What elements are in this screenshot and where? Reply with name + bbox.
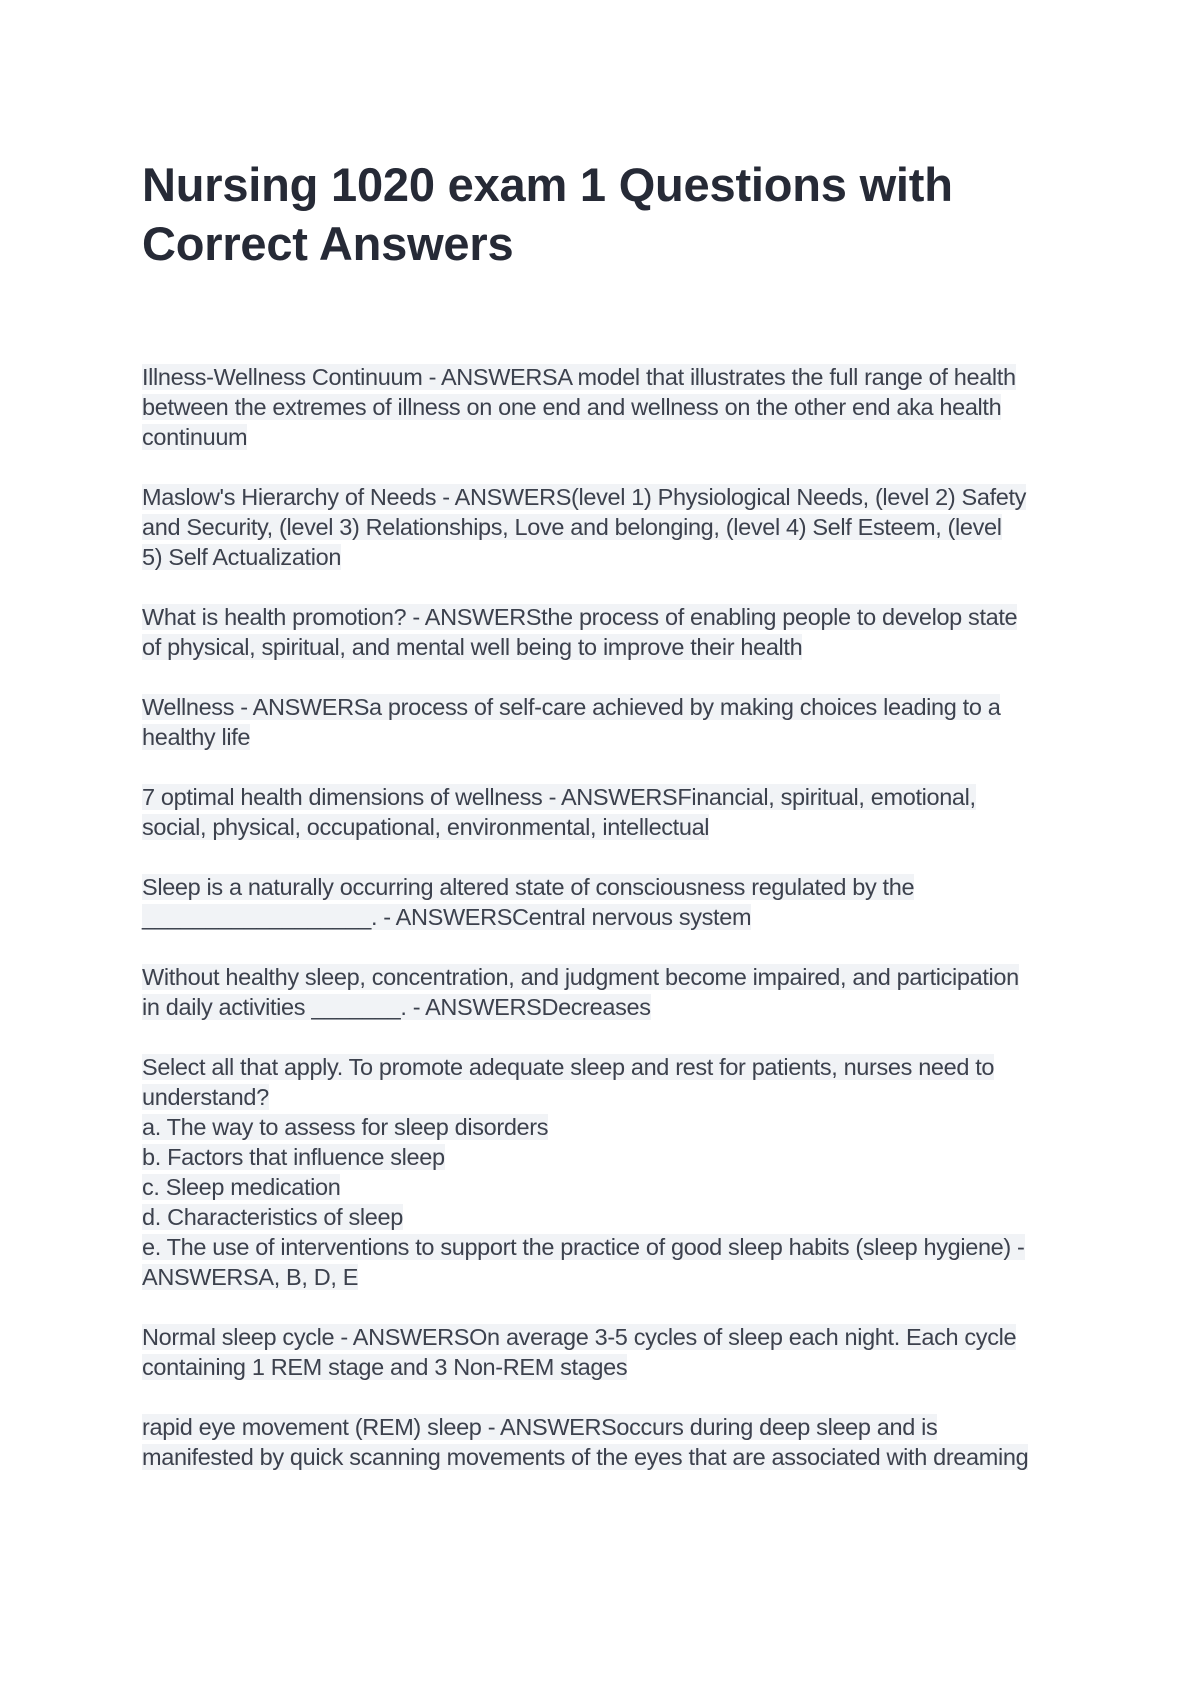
qa-line — [142, 542, 1082, 572]
title-line: Nursing 1020 exam 1 Questions with — [142, 158, 953, 211]
document-title — [142, 155, 1082, 273]
qa-line-text: containing 1 REM stage and 3 Non-REM stages — [142, 1354, 628, 1380]
qa-item — [142, 482, 1082, 572]
qa-line — [142, 722, 1082, 752]
qa-item — [142, 362, 1082, 452]
title-line: Correct Answers — [142, 217, 514, 270]
qa-line-text: d. Characteristics of sleep — [142, 1204, 403, 1230]
qa-line-text: healthy life — [142, 724, 251, 750]
qa-line — [142, 1142, 1082, 1172]
qa-line-text: b. Factors that influence sleep — [142, 1144, 445, 1170]
qa-line-text: Sleep is a naturally occurring altered state of consciousness regulated by the — [142, 874, 915, 900]
qa-line — [142, 782, 1082, 812]
qa-line — [142, 992, 1082, 1022]
qa-list — [142, 362, 1082, 1472]
qa-line — [142, 1232, 1082, 1262]
qa-line-text: What is health promotion? - ANSWERSthe process of enabling people to develop state — [142, 604, 1018, 630]
qa-line — [142, 1082, 1082, 1112]
qa-item — [142, 872, 1082, 932]
qa-item — [142, 1412, 1082, 1472]
qa-line — [142, 392, 1082, 422]
qa-line — [142, 1172, 1082, 1202]
qa-line-text: 5) Self Actualization — [142, 544, 342, 570]
qa-item — [142, 602, 1082, 662]
qa-line-text: e. The use of interventions to support the practice of good sleep habits (sleep hygiene) - — [142, 1234, 1025, 1260]
document-page — [142, 155, 1082, 1502]
qa-line — [142, 812, 1082, 842]
qa-line-text: understand? — [142, 1084, 269, 1110]
qa-line — [142, 1112, 1082, 1142]
qa-line-text: Maslow's Hierarchy of Needs - ANSWERS(level 1) Physiological Needs, (level 2) Safety — [142, 484, 1027, 510]
qa-line — [142, 962, 1082, 992]
qa-line-text: a. The way to assess for sleep disorders — [142, 1114, 549, 1140]
qa-line — [142, 1442, 1082, 1472]
qa-line-text: Select all that apply. To promote adequate sleep and rest for patients, nurses need to — [142, 1054, 995, 1080]
qa-line-text: __________________. - ANSWERSCentral nervous system — [142, 904, 752, 930]
qa-line — [142, 902, 1082, 932]
qa-line — [142, 1412, 1082, 1442]
qa-line-text: c. Sleep medication — [142, 1174, 341, 1200]
qa-line — [142, 692, 1082, 722]
qa-line-text: Wellness - ANSWERSa process of self-care achieved by making choices leading to a — [142, 694, 1001, 720]
qa-line-text: ANSWERSA, B, D, E — [142, 1264, 359, 1290]
qa-line — [142, 512, 1082, 542]
qa-line-text: Illness-Wellness Continuum - ANSWERSA model that illustrates the full range of health — [142, 364, 1016, 390]
qa-line — [142, 1052, 1082, 1082]
qa-line-text: Normal sleep cycle - ANSWERSOn average 3-5 cycles of sleep each night. Each cycle — [142, 1324, 1017, 1350]
qa-line-text: continuum — [142, 424, 248, 450]
qa-line-text: between the extremes of illness on one end and wellness on the other end aka health — [142, 394, 1002, 420]
qa-line — [142, 422, 1082, 452]
qa-item — [142, 1052, 1082, 1292]
qa-line-text: in daily activities _______. - ANSWERSDecreases — [142, 994, 651, 1020]
qa-item — [142, 1322, 1082, 1382]
qa-line — [142, 602, 1082, 632]
qa-line-text: social, physical, occupational, environmental, intellectual — [142, 814, 710, 840]
qa-line — [142, 1352, 1082, 1382]
qa-item — [142, 962, 1082, 1022]
qa-line-text: 7 optimal health dimensions of wellness - ANSWERSFinancial, spiritual, emotional, — [142, 784, 976, 810]
qa-line — [142, 362, 1082, 392]
qa-line — [142, 632, 1082, 662]
qa-line-text: manifested by quick scanning movements of the eyes that are associated with dreaming — [142, 1444, 1029, 1470]
qa-line — [142, 1202, 1082, 1232]
qa-line — [142, 872, 1082, 902]
qa-line-text: rapid eye movement (REM) sleep - ANSWERSoccurs during deep sleep and is — [142, 1414, 938, 1440]
qa-item — [142, 692, 1082, 752]
qa-line — [142, 482, 1082, 512]
qa-line — [142, 1322, 1082, 1352]
qa-line — [142, 1262, 1082, 1292]
qa-line-text: Without healthy sleep, concentration, and judgment become impaired, and participation — [142, 964, 1019, 990]
qa-line-text: of physical, spiritual, and mental well being to improve their health — [142, 634, 803, 660]
qa-line-text: and Security, (level 3) Relationships, Love and belonging, (level 4) Self Esteem, (level — [142, 514, 1002, 540]
qa-item — [142, 782, 1082, 842]
